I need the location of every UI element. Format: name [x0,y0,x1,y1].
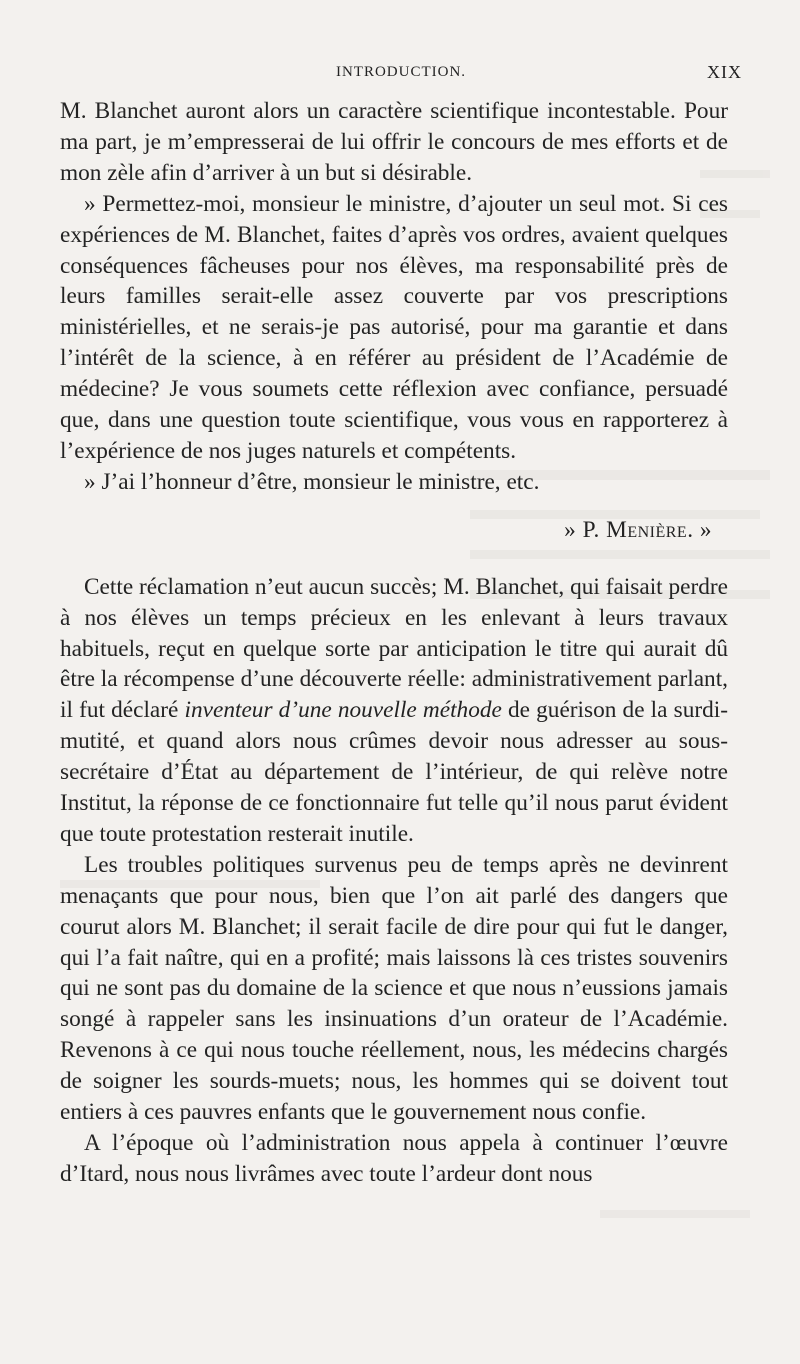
signature-name: enière [627,516,688,543]
signature-suffix: . » [687,516,712,543]
paragraph-letter-body: » Permettez-moi, monsieur le ministre, d’ajouter un seul mot. Si ces expériences de M. Blanchet, faites d’après vos ordres, avaient quelques conséquences fâcheuses pour nos élèves, ma responsabilité près de leurs familles serait-elle assez couverte par vos prescriptions ministérielles, et ne serais-je pas autorisé, pour ma garantie et dans l’intérêt de la science, à en référer au président de l’Académie de médecine? Je vous soumets cette réflexion avec confiance, persuadé que, dans une question toute scientifique, vous vous en rapporterez à l’expérience de nos juges naturels et compétents. [60,190,728,464]
paragraph-continuation: M. Blanchet auront alors un caractère scientifique incontestable. Pour ma part, je m’empresserai de lui offrir le concours de mes efforts et de mon zèle afin d’arriver à un but si désirable. [60,98,728,186]
reclamation-text-start: Cette réclamation n’eut aucun succès; M. Blanchet, qui faisait perdre à nos élèves un temps précieux en les enlevant à leurs travaux habituels, reçut en quelque sorte par anticipation le titre qui aurait dû être la récompense d’une découverte réelle: administrativement parlant, il fut déclaré [60,573,728,724]
page-body [60,96,728,1190]
reclamation-text-end: de guérison de la surdi-mutité, et quand alors nous crûmes devoir nous adresser au sous-secrétaire d’État au département de l’intérieur, de qui relève notre Institut, la réponse de ce fonctionnaire fut telle qu’il nous parut évident que toute protestation resterait inutile. [60,697,729,847]
paragraph-reclamation [60,572,728,850]
running-head: INTRODUCTION. [335,64,467,80]
letter-signature [60,515,728,546]
reclamation-italic: inventeur d’une nouvelle méthode [184,697,502,724]
paragraph-troubles: Les troubles politiques survenus peu de temps après ne devinrent menaçants que pour nous, bien que l’on ait parlé des dangers que courut alors M. Blanchet; il serait facile de dire pour qui fut le danger, qui l’a fait naître, qui en a profité; mais laissons là ces tristes souvenirs qui ne sont pas du domaine de la science et que nous n’eussions jamais songé à rappeler sans les insinuations d’un orateur de l’Académie. Revenons à ce qui nous touche réellement, nous, les médecins chargés de soigner les sourds-muets; nous, les hommes qui se doivent tout entiers à ces pauvres enfants que le gouvernement nous confie. [60,851,728,1126]
paragraph-epoque: A l’époque où l’administration nous appela à continuer l’œuvre d’Itard, nous nous livrâmes avec toute l’ardeur dont nous [60,1130,728,1187]
paragraph-letter-closing: » J’ai l’honneur d’être, monsieur le ministre, etc. [84,468,540,495]
signature-prefix: » P. M [564,516,628,543]
page-header [60,58,742,90]
page-number: XIX [707,62,742,82]
